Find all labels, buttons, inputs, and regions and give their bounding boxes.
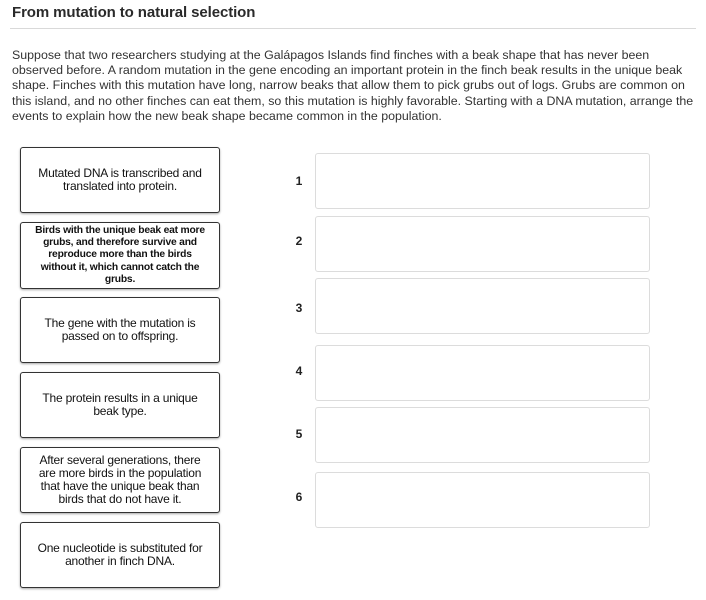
answer-card-3[interactable]: The gene with the mutation is passed on to offspring.	[20, 297, 220, 363]
answer-card-1[interactable]: Mutated DNA is transcribed and translated into protein.	[20, 147, 220, 213]
drop-slot-1[interactable]	[315, 153, 650, 209]
answer-card-6[interactable]: One nucleotide is substituted for another in finch DNA.	[20, 522, 220, 588]
drop-slot-2[interactable]	[315, 216, 650, 272]
title-divider	[10, 28, 696, 29]
slot-number-4: 4	[295, 364, 303, 378]
drop-slot-6[interactable]	[315, 472, 650, 528]
slot-number-2: 2	[295, 234, 303, 248]
slot-number-5: 5	[295, 427, 303, 441]
drop-slot-4[interactable]	[315, 345, 650, 401]
answer-card-4[interactable]: The protein results in a unique beak type.	[20, 372, 220, 438]
page-title: From mutation to natural selection	[12, 4, 256, 21]
slot-number-1: 1	[295, 174, 303, 188]
slot-number-6: 6	[295, 490, 303, 504]
question-prompt: Suppose that two researchers studying at the Galápagos Islands find finches with a beak shape that has never been observed before. A random mutation in the gene encoding an important protein in the finch beak results in the unique beak shape. Finches with this mutation have long, narrow beaks that allow them to pick grubs out of logs. Grubs are common on this island, and no other finches can eat them, so this mutation is highly favorable. Starting with a DNA mutation, arrange the events to explain how the new beak shape became common in the population.	[12, 48, 694, 123]
drop-slot-3[interactable]	[315, 278, 650, 334]
answer-card-5[interactable]: After several generations, there are more birds in the population that have the unique beak than birds that do not have it.	[20, 447, 220, 513]
drop-slot-5[interactable]	[315, 407, 650, 463]
answer-card-2[interactable]: Birds with the unique beak eat more grubs, and therefore survive and reproduce more than the birds without it, which cannot catch the grubs.	[20, 222, 220, 289]
slot-number-3: 3	[295, 301, 303, 315]
